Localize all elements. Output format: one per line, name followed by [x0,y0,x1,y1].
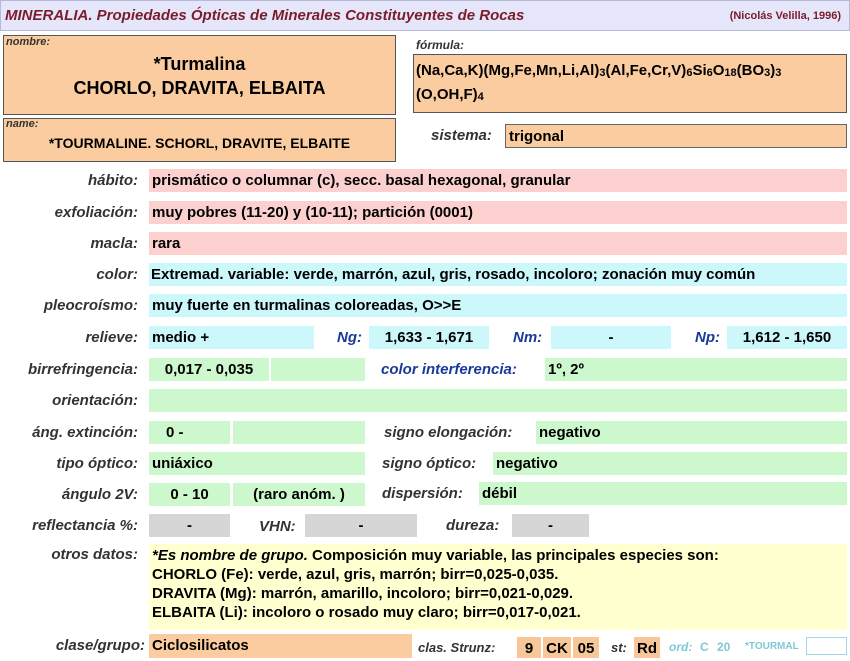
formula-sub: 3 [775,67,782,79]
nombre-line1: *Turmalina [153,54,246,74]
otros-label: otros datos: [51,546,138,563]
formula-sub: 6 [706,67,713,79]
otros-l1-prefix: * [152,547,158,564]
name-label: name: [6,118,39,130]
formula-label: fórmula: [416,38,464,52]
formula-part: (Na,Ca,K)(Mg,Fe,Mn,Li,Al) [416,62,600,79]
color-label: color: [96,266,138,283]
nm-value: - [551,326,671,349]
header-author: (Nicolás Velilla, 1996) [729,10,841,22]
exfoliacion-label: exfoliación: [54,204,138,221]
name-box [3,118,396,162]
color-interferencia-value: 1º, 2º [545,358,847,381]
dureza-label: dureza: [446,517,500,534]
otros-line3: DRAVITA (Mg): marrón, amarillo, incoloro; birr=0,021-0,029. [152,585,574,602]
exfoliacion-value: muy pobres (11-20) y (10-11); partición (0001) [149,201,847,224]
tipo-optico-value: uniáxico [149,452,365,475]
nombre-label: nombre: [6,36,50,48]
dispersion-value: débil [479,482,847,505]
clase-label: clase/grupo: [55,637,145,654]
np-value: 1,612 - 1,650 [727,326,847,349]
formula-sub: 6 [686,67,693,79]
otros-line1 [152,546,844,565]
angulo2v-extra: (raro anóm. ) [233,483,365,506]
dispersion-label: dispersión: [382,485,463,502]
ord-box [806,637,847,655]
strunz-1: 9 [517,637,541,658]
sistema-label: sistema: [431,127,492,144]
signo-elongacion-value: negativo [536,421,847,444]
habito-value: prismático o columnar (c), secc. basal hexagonal, granular [149,169,847,192]
signo-elongacion-label: signo elongación: [384,424,513,441]
vhn-value: - [305,514,417,537]
header-bar [0,0,850,31]
macla-value: rara [149,232,847,255]
extincion-value: 0 - [149,421,230,444]
name-value: *TOURMALINE. SCHORL, DRAVITE, ELBAITE [48,135,351,151]
formula-part: (Al,Fe,Cr,V) [605,62,687,79]
reflectancia-value: - [149,514,230,537]
nombre-box [3,35,396,115]
otros-l1-rest: Composición muy variable, las principales especies son: [307,547,719,564]
reflectancia-label: reflectancia %: [32,517,138,534]
ord-1: C [700,640,709,654]
clase-value: Ciclosilicatos [149,634,412,658]
pleocroismo-label: pleocroísmo: [43,297,138,314]
ord-2: 20 [717,640,731,654]
dureza-value: - [512,514,589,537]
relieve-value: medio + [149,326,314,349]
color-value: Extremad. variable: verde, marrón, azul, gris, rosado, incoloro; zonación muy común [149,263,847,286]
formula-sub: 18 [724,67,737,79]
np-label: Np: [695,329,720,346]
formula-sub: 4 [477,91,484,103]
extincion-label: áng. extinción: [32,424,138,441]
formula-box [413,54,847,113]
vhn-label: VHN: [259,518,296,535]
strunz-label: clas. Strunz: [418,640,496,655]
birrefringencia-extra [271,358,365,381]
strunz-3: 05 [573,637,599,658]
macla-label: macla: [90,235,138,252]
angulo2v-label: ángulo 2V: [61,486,138,503]
signo-optico-label: signo óptico: [382,455,477,472]
formula-part: ) [770,62,776,79]
formula-sub: 3 [764,67,771,79]
color-interferencia-label: color interferencia: [381,361,517,378]
formula-part: (O,OH,F) [416,86,478,103]
habito-label: hábito: [88,172,138,189]
st-label: st: [611,640,627,655]
ord-3: *TOURMAL [745,641,799,652]
orientacion-label: orientación: [52,392,138,409]
otros-l1-bold: Es nombre de grupo. [157,547,308,564]
nm-label: Nm: [513,329,543,346]
pleocroismo-value: muy fuerte en turmalinas coloreadas, O>>E [149,294,847,317]
signo-optico-value: negativo [493,452,847,475]
extincion-extra [233,421,365,444]
nombre-line2: CHORLO, DRAVITA, ELBAITA [73,78,326,98]
birrefringencia-label: birrefringencia: [27,361,138,378]
header-title: MINERALIA. Propiedades Ópticas de Minerales Constituyentes de Rocas [5,7,525,24]
ord-label: ord: [669,640,693,654]
angulo2v-value: 0 - 10 [149,483,230,506]
relieve-label: relieve: [85,329,138,346]
birrefringencia-value: 0,017 - 0,035 [149,358,269,381]
otros-line4: ELBAITA (Li): incoloro o rosado muy claro; birr=0,017-0,021. [152,604,581,621]
formula-sub: 3 [599,67,606,79]
sistema-value: trigonal [505,124,847,148]
strunz-2: CK [543,637,571,658]
otros-box [149,544,847,630]
st-value: Rd [634,637,660,658]
otros-line2: CHORLO (Fe): verde, azul, gris, marrón; birr=0,025-0,035. [152,566,559,583]
formula-part: Si [692,62,707,79]
formula-part: O [712,62,725,79]
orientacion-value [149,389,847,412]
tipo-optico-label: tipo óptico: [56,455,138,472]
formula-part: (BO [736,62,765,79]
ng-label: Ng: [337,329,362,346]
ng-value: 1,633 - 1,671 [369,326,489,349]
